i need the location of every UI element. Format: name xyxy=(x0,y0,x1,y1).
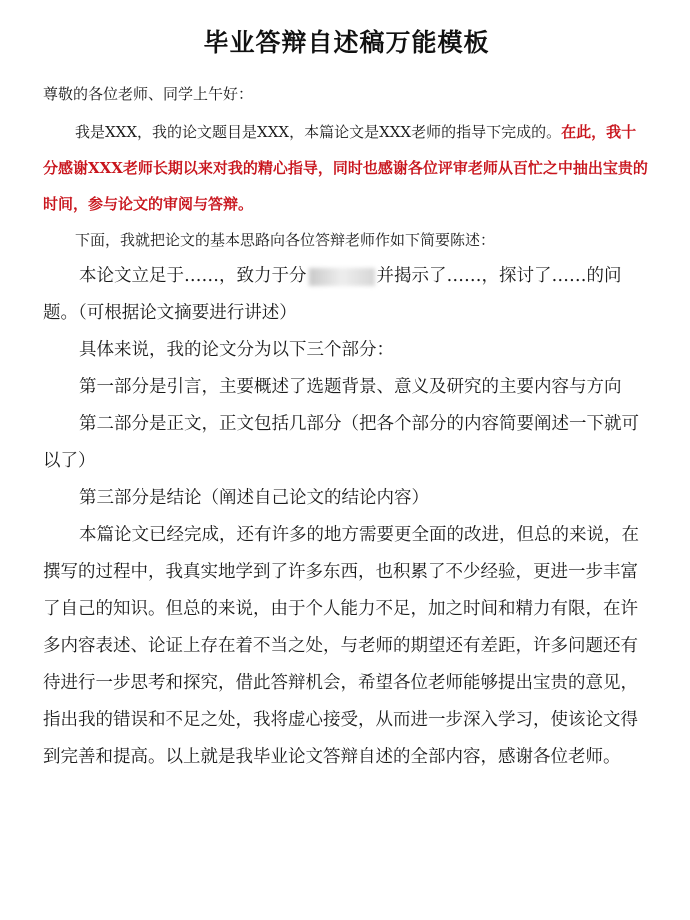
basis-text-start: 本论文立足于……，致力于分 xyxy=(79,266,307,286)
intro-paragraph xyxy=(43,114,650,222)
part-three: 第三部分是结论（阐述自己论文的结论内容） xyxy=(79,488,429,508)
transition-line: 下面，我就把论文的基本思路向各位答辩老师作如下简要陈述： xyxy=(75,231,496,249)
basis-text-end: 并揭示了……，探讨了……的问题。（可根据论文摘要进行讲述） xyxy=(43,266,622,323)
greeting-line: 尊敬的各位老师、同学上午好： xyxy=(43,85,254,103)
conclusion-paragraph: 本篇论文已经完成，还有许多的地方需要更全面的改进，但总的来说，在撰写的过程中，我真实地学到了许多东西，也积累了不少经验，更进一步丰富了自己的知识。但总的来说，由于个人能力不足，加之时间和精力有限，在许多内容表述、论证上存在着不当之处，与老师的期望还有差距，许多问题还有待进行一步思考和探究，借此答辩机会，希望各位老师能够提出宝贵的意见，指出我的错误和不足之处，我将虚心接受，从而进一步深入学习，使该论文得到完善和提高。以上就是我毕业论文答辩自述的全部内容，感谢各位老师。 xyxy=(43,525,639,767)
part-two: 第二部分是正文，正文包括几部分（把各个部分的内容简要阐述一下就可以了） xyxy=(43,414,639,471)
part-one: 第一部分是引言，主要概述了选题背景、意义及研究的主要内容与方向 xyxy=(79,377,622,397)
intro-text: 我是XXX，我的论文题目是XXX，本篇论文是XXX老师的指导下完成的。 xyxy=(75,123,562,141)
basis-paragraph xyxy=(43,258,650,332)
document-title: 毕业答辩自述稿万能模板 xyxy=(203,28,490,57)
thanks-text: 在此，我十分感谢XXX老师长期以来对我的精心指导，同时也感谢各位评审老师从百忙之中抽出宝贵的时间，参与论文的审阅与答辩。 xyxy=(43,123,648,213)
redacted-blur xyxy=(309,268,375,286)
structure-intro: 具体来说，我的论文分为以下三个部分： xyxy=(79,340,394,360)
